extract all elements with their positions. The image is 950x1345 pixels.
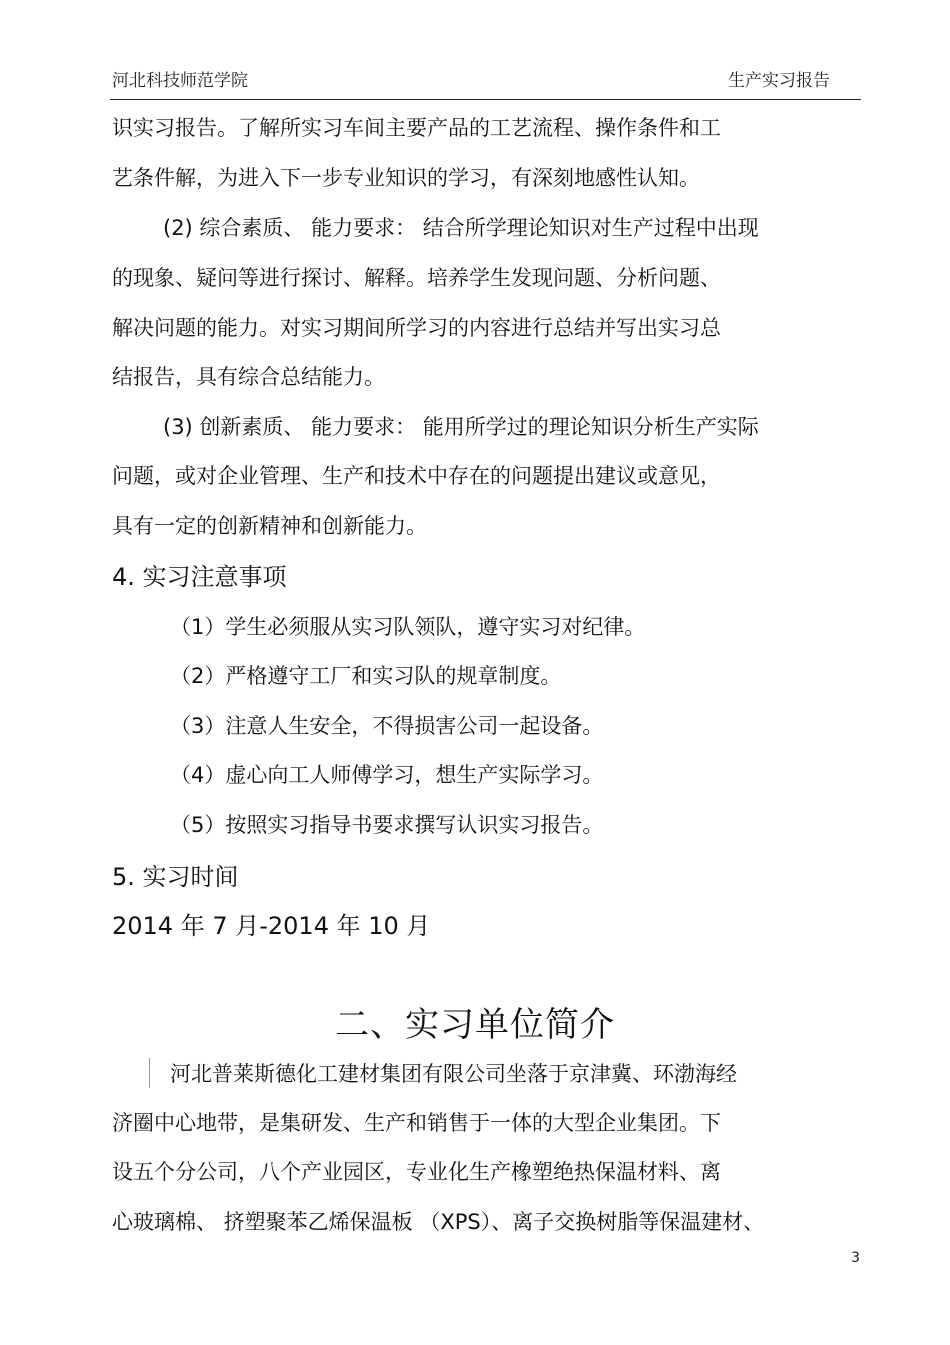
text-cursor xyxy=(149,1058,150,1088)
page-number: 3 xyxy=(851,1250,860,1266)
text-line: (2) 综合素质、 能力要求： 结合所学理论知识对生产过程中出现 xyxy=(163,216,759,240)
header-school-name: 河北科技师范学院 xyxy=(112,71,248,91)
text-line: 河北普莱斯德化工建材集团有限公司坐落于京津冀、环渤海经 xyxy=(170,1062,737,1086)
internship-period: 2014 年 7 月-2014 年 10 月 xyxy=(112,912,431,940)
text-line: 济圈中心地带，是集研发、生产和销售于一体的大型企业集团。下 xyxy=(112,1111,721,1135)
list-item: （5）按照实习指导书要求撰写认识实习报告。 xyxy=(170,813,604,837)
text-line: 结报告，具有综合总结能力。 xyxy=(112,365,385,389)
header-report-title: 生产实习报告 xyxy=(728,71,830,91)
list-item: （1）学生必须服从实习队领队，遵守实习对纪律。 xyxy=(170,615,646,639)
text-line: 问题，或对企业管理、生产和技术中存在的问题提出建议或意见， xyxy=(112,464,721,488)
text-line: 设五个分公司，八个产业园区，专业化生产橡塑绝热保温材料、离 xyxy=(112,1160,721,1184)
text-line: 的现象、疑问等进行探讨、解释。培养学生发现问题、分析问题、 xyxy=(112,266,721,290)
list-item: （4）虚心向工人师傅学习，想生产实际学习。 xyxy=(170,763,604,787)
heading-period: 5. 实习时间 xyxy=(112,863,239,891)
text-line: 识实习报告。了解所实习车间主要产品的工艺流程、操作条件和工 xyxy=(112,116,721,140)
heading-precautions: 4. 实习注意事项 xyxy=(112,563,287,591)
text-line: 艺条件解，为进入下一步专业知识的学习，有深刻地感性认知。 xyxy=(112,166,700,190)
text-line: 具有一定的创新精神和创新能力。 xyxy=(112,514,427,538)
text-line: 心玻璃棉、 挤塑聚苯乙烯保温板 （XPS）、离子交换树脂等保温建材、 xyxy=(112,1210,765,1234)
text-line: (3) 创新素质、 能力要求： 能用所学过的理论知识分析生产实际 xyxy=(163,415,759,439)
section-title: 二、实习单位简介 xyxy=(335,1005,615,1045)
list-item: （2）严格遵守工厂和实习队的规章制度。 xyxy=(170,664,562,688)
list-item: （3）注意人生安全，不得损害公司一起设备。 xyxy=(170,714,604,738)
header-divider xyxy=(110,99,861,100)
text-line: 解决问题的能力。对实习期间所学习的内容进行总结并写出实习总 xyxy=(112,316,721,340)
